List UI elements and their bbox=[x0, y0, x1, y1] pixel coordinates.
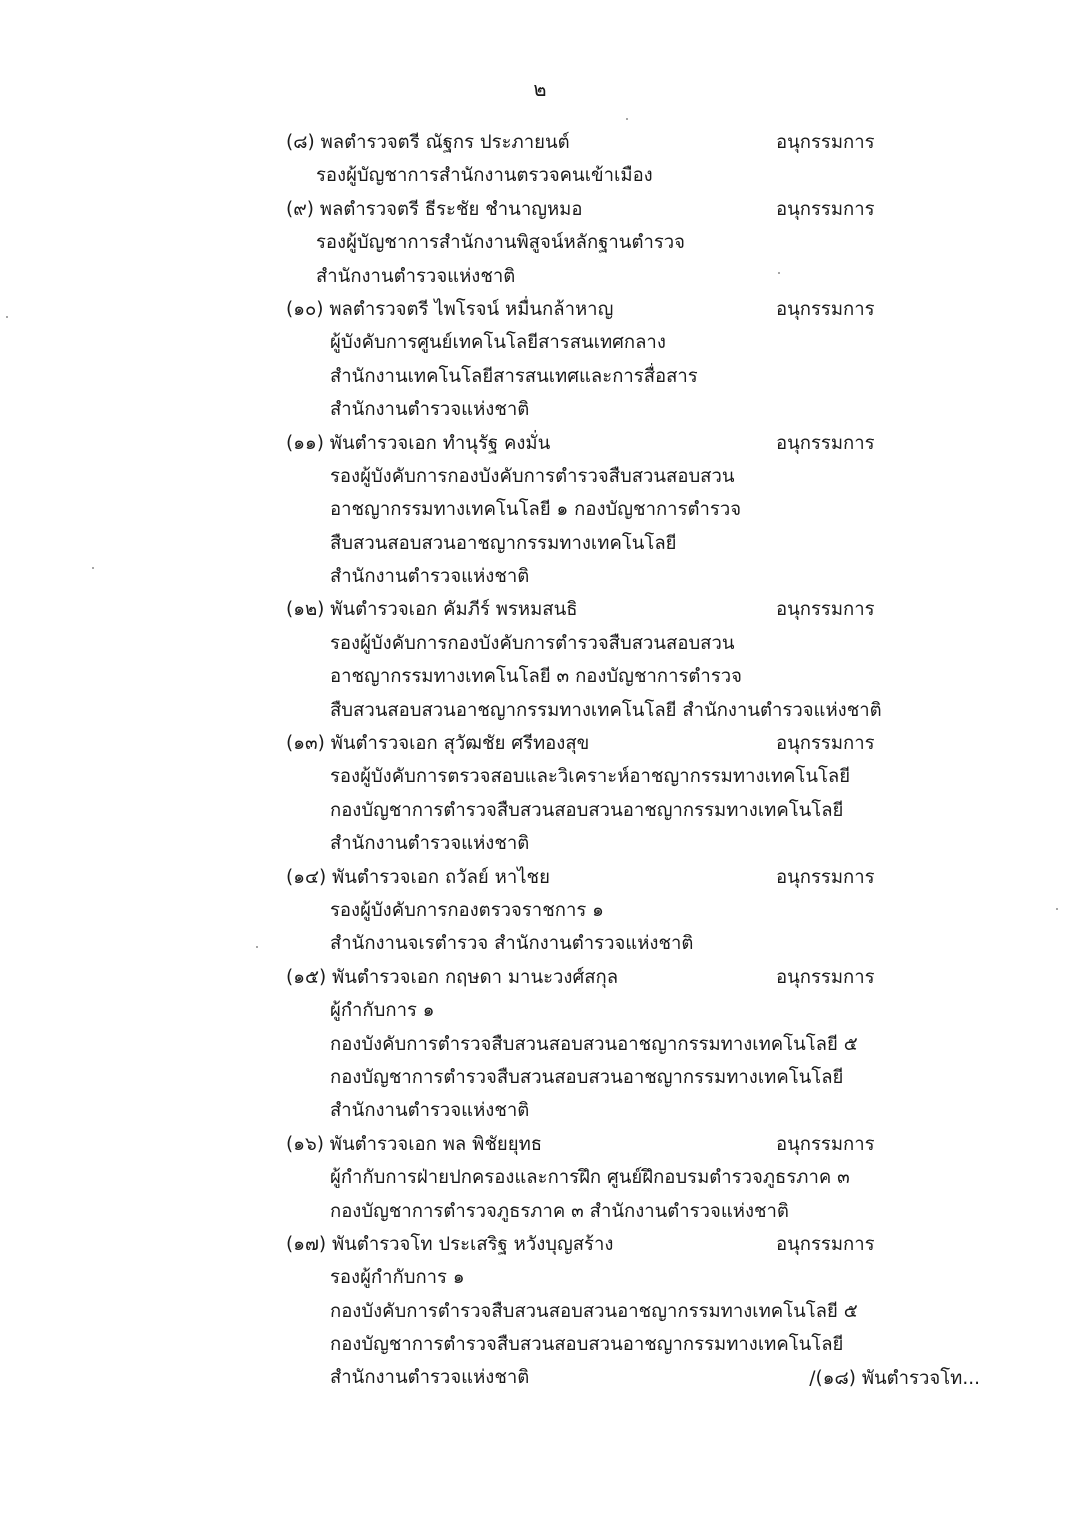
committee-member bbox=[286, 1128, 906, 1228]
member-name: (๑๔) พันตำรวจเอก ถวัลย์ หาไชย bbox=[286, 866, 550, 888]
member-position-line: สำนักงานตำรวจแห่งชาติ bbox=[316, 265, 516, 287]
member-role: อนุกรรมการ bbox=[776, 599, 875, 621]
committee-member-list bbox=[286, 126, 906, 1395]
member-position-line: ผู้กำกับการฝ่ายปกครองและการฝึก ศูนย์ฝึกอบรมตำรวจภูธรภาค ๓ bbox=[330, 1167, 850, 1189]
member-name: (๑๗) พันตำรวจโท ประเสริฐ หวังบุญสร้าง bbox=[286, 1233, 614, 1255]
committee-member bbox=[286, 427, 906, 594]
member-name: (๑๕) พันตำรวจเอก กฤษดา มานะวงศ์สกุล bbox=[286, 966, 619, 988]
member-name: (๑๓) พันตำรวจเอก สุวัฒชัย ศรีทองสุข bbox=[286, 733, 590, 755]
member-role: อนุกรรมการ bbox=[776, 132, 875, 153]
member-position-line: กองบัญชาการตำรวจสืบสวนสอบสวนอาชญากรรมทางเทคโนโลยี bbox=[330, 1334, 844, 1356]
committee-member bbox=[286, 293, 906, 427]
member-position-line: รองผู้บังคับการกองบังคับการตำรวจสืบสวนสอบสวน bbox=[330, 632, 735, 654]
continuation-note: /(๑๘) พันตำรวจโท... bbox=[809, 1368, 980, 1389]
committee-member bbox=[286, 727, 906, 861]
member-position-line: สำนักงานตำรวจแห่งชาติ bbox=[330, 833, 530, 855]
member-position-line: สำนักงานเทคโนโลยีสารสนเทศและการสื่อสาร bbox=[330, 365, 698, 387]
member-position-line: สืบสวนสอบสวนอาชญากรรมทางเทคโนโลยี bbox=[330, 532, 677, 554]
member-name: (๙) พลตำรวจตรี ธีระชัย ชำนาญหมอ bbox=[286, 198, 583, 220]
member-position-line: สำนักงานตำรวจแห่งชาติ bbox=[330, 399, 530, 421]
scan-speck bbox=[92, 567, 94, 569]
scan-speck bbox=[778, 272, 780, 274]
committee-member bbox=[286, 193, 906, 293]
member-position-line: ผู้บังคับการศูนย์เทคโนโลยีสารสนเทศกลาง bbox=[330, 332, 666, 354]
member-name: (๑๐) พลตำรวจตรี ไพโรจน์ หมื่นกล้าหาญ bbox=[286, 298, 614, 320]
scan-speck bbox=[1056, 908, 1058, 910]
member-position-line: กองบัญชาการตำรวจสืบสวนสอบสวนอาชญากรรมทางเทคโนโลยี bbox=[330, 1066, 844, 1088]
member-position-line: รองผู้บัญชาการสำนักงานพิสูจน์หลักฐานตำรวจ bbox=[316, 232, 686, 254]
member-position-line: รองผู้บังคับการตรวจสอบและวิเคราะห์อาชญากรรมทางเทคโนโลยี bbox=[330, 766, 851, 788]
committee-member bbox=[286, 126, 906, 193]
member-role: อนุกรรมการ bbox=[776, 966, 875, 988]
page-number: ๒ bbox=[533, 77, 547, 101]
member-position-line: กองบังคับการตำรวจสืบสวนสอบสวนอาชญากรรมทางเทคโนโลยี ๕ bbox=[330, 1033, 858, 1055]
member-role: อนุกรรมการ bbox=[776, 1133, 875, 1155]
member-position-line: สำนักงานตำรวจแห่งชาติ bbox=[330, 1367, 530, 1389]
member-name: (๑๑) พันตำรวจเอก ทำนุรัฐ คงมั่น bbox=[286, 432, 551, 454]
committee-member bbox=[286, 593, 906, 727]
member-position-line: รองผู้บังคับการกองตรวจราชการ ๑ bbox=[330, 899, 604, 921]
member-role: อนุกรรมการ bbox=[776, 866, 875, 888]
member-position-line: กองบังคับการตำรวจสืบสวนสอบสวนอาชญากรรมทางเทคโนโลยี ๕ bbox=[330, 1300, 858, 1322]
member-role: อนุกรรมการ bbox=[776, 198, 875, 220]
scan-speck bbox=[626, 118, 628, 120]
member-position-line: สำนักงานตำรวจแห่งชาติ bbox=[330, 1100, 530, 1122]
committee-member bbox=[286, 961, 906, 1128]
member-name: (๑๒) พันตำรวจเอก คัมภีร์ พรหมสนธิ bbox=[286, 599, 578, 621]
member-position-line: สำนักงานตำรวจแห่งชาติ bbox=[330, 566, 530, 588]
member-position-line: ผู้กำกับการ ๑ bbox=[330, 1000, 435, 1022]
member-role: อนุกรรมการ bbox=[776, 1233, 875, 1255]
member-position-line: รองผู้บัญชาการสำนักงานตรวจคนเข้าเมือง bbox=[316, 165, 653, 187]
committee-member bbox=[286, 861, 906, 961]
member-position-line: กองบัญชาการตำรวจภูธรภาค ๓ สำนักงานตำรวจแห่งชาติ bbox=[330, 1200, 789, 1222]
member-position-line: อาชญากรรมทางเทคโนโลยี ๓ กองบัญชาการตำรวจ bbox=[330, 666, 742, 688]
member-role: อนุกรรมการ bbox=[776, 733, 875, 755]
member-role: อนุกรรมการ bbox=[776, 432, 875, 454]
member-name: (๑๖) พันตำรวจเอก พล พิชัยยุทธ bbox=[286, 1133, 543, 1155]
scan-speck bbox=[6, 316, 8, 318]
member-position-line: รองผู้กำกับการ ๑ bbox=[330, 1267, 465, 1289]
member-position-line: อาชญากรรมทางเทคโนโลยี ๑ กองบัญชาการตำรวจ bbox=[330, 499, 742, 521]
member-role: อนุกรรมการ bbox=[776, 298, 875, 320]
scan-speck bbox=[256, 946, 258, 948]
member-position-line: สำนักงานจเรตำรวจ สำนักงานตำรวจแห่งชาติ bbox=[330, 933, 694, 955]
member-name: (๘) พลตำรวจตรี ณัฐกร ประภายนต์ bbox=[286, 132, 570, 153]
member-position-line: กองบัญชาการตำรวจสืบสวนสอบสวนอาชญากรรมทางเทคโนโลยี bbox=[330, 799, 844, 821]
member-position-line: สืบสวนสอบสวนอาชญากรรมทางเทคโนโลยี สำนักงานตำรวจแห่งชาติ bbox=[330, 699, 882, 721]
member-position-line: รองผู้บังคับการกองบังคับการตำรวจสืบสวนสอบสวน bbox=[330, 465, 735, 487]
